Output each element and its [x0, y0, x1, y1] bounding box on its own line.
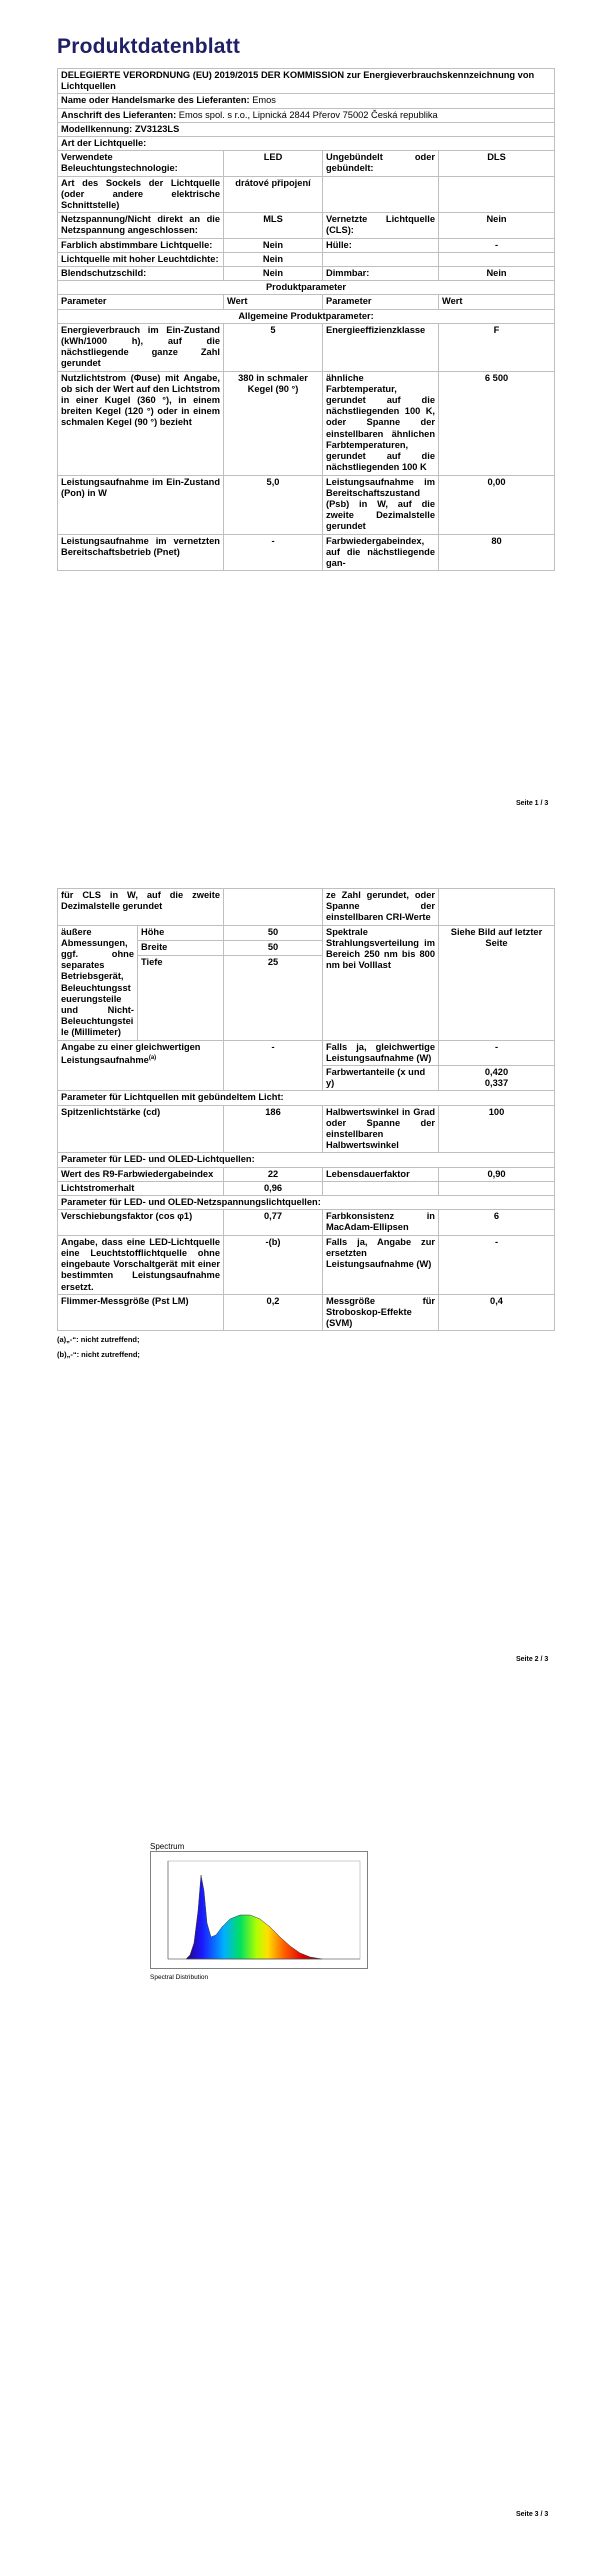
param-label [323, 252, 439, 266]
param-value [439, 1066, 555, 1091]
param-value [439, 889, 555, 926]
param-value: DLS [439, 151, 555, 176]
page-title: Produktdatenblatt [57, 35, 241, 58]
param-value: - [224, 1040, 323, 1091]
param-label: Halbwertswinkel in Grad oder Spanne der einstellbaren Halbwertswinkel [323, 1105, 439, 1153]
param-value: 100 [439, 1105, 555, 1153]
regulation-text: DELEGIERTE VERORDNUNG (EU) 2019/2015 DER KOMMISSION zur Energieverbrauchskennzeichnung von Lichtquellen [58, 69, 555, 94]
footnote-ref: (a) [148, 1054, 157, 1061]
param-value: 0,4 [439, 1294, 555, 1331]
param-label: Lichtstromerhalt [58, 1181, 224, 1195]
col-header-value: Wert [439, 295, 555, 309]
param-value: 80 [439, 534, 555, 571]
param-label: Netzspannung/Nicht direkt an die Netzspannung angeschlossen: [58, 213, 224, 238]
param-value: - [224, 534, 323, 571]
equiv-label: Angabe zu einer gleichwertigen Leistungsaufnahme [61, 1041, 201, 1065]
param-value [439, 176, 555, 213]
dimension-value: 25 [224, 955, 323, 1040]
param-label [58, 1040, 224, 1091]
param-label: Nutzlichtstrom (Φuse) mit Angabe, ob sich der Wert auf den Lichtstrom in einer Kugel (360 °), in einem breiten Kegel (120 °) oder in einem schmalen Kegel (90 °) bezieht [58, 371, 224, 475]
param-value: Siehe Bild auf letzter Seite [439, 925, 555, 1040]
param-value: F [439, 323, 555, 371]
param-value [224, 889, 323, 926]
chroma-y: 0,337 [484, 1078, 509, 1089]
param-value: MLS [224, 213, 323, 238]
param-value: -(b) [224, 1235, 323, 1294]
dimension-name: Höhe [138, 925, 224, 940]
param-label: Spitzenlichtstärke (cd) [58, 1105, 224, 1153]
param-value: 380 in schmaler Kegel (90 °) [224, 371, 323, 475]
param-label: Hülle: [323, 238, 439, 252]
param-label: Farblich abstimmbare Lichtquelle: [58, 238, 224, 252]
supplier-address-label: Anschrift des Lieferanten: [61, 109, 177, 120]
dimension-value: 50 [224, 940, 323, 955]
param-value: - [439, 1040, 555, 1065]
param-value: - [439, 238, 555, 252]
param-label: Wert des R9-Farbwiedergabeindex [58, 1167, 224, 1181]
supplier-address-row [58, 108, 555, 122]
param-label: Energieverbrauch im Ein-Zustand (kWh/1000 h), auf die nächstliegende ganze Zahl gerundet [58, 323, 224, 371]
param-label: Farbwiedergabeindex, auf die nächstliegende gan- [323, 534, 439, 571]
param-label: Vernetzte Lichtquelle (CLS): [323, 213, 439, 238]
spectrum-figure [150, 1842, 368, 1981]
model-value: ZV3123LS [134, 123, 180, 134]
param-value: LED [224, 151, 323, 176]
supplier-name-row [58, 94, 555, 108]
page-footer: Seite 2 / 3 [516, 1656, 549, 1663]
directional-heading: Parameter für Lichtquellen mit gebündeltem Licht: [58, 1091, 555, 1105]
spectrum-title: Spectrum [150, 1842, 185, 1851]
spectrum-chart [150, 1851, 368, 1969]
param-label: für CLS in W, auf die zweite Dezimalstelle gerundet [58, 889, 224, 926]
param-value: Nein [439, 267, 555, 281]
param-label: Verschiebungsfaktor (cos φ1) [58, 1210, 224, 1235]
param-value: 0,2 [224, 1294, 323, 1331]
param-value: Nein [224, 267, 323, 281]
param-value: Nein [439, 213, 555, 238]
param-value: 6 [439, 1210, 555, 1235]
footnote-a: (a)„-“: nicht zutreffend; [57, 1335, 140, 1345]
param-value [439, 1181, 555, 1195]
param-label: Angabe, dass eine LED-Lichtquelle eine Leuchtstofflichtquelle ohne eingebaute Vorschaltgerät mit einer bestimmten Leistungsaufnahme ersetzt. [58, 1235, 224, 1294]
dimension-name: Tiefe [138, 955, 224, 1040]
param-label [323, 176, 439, 213]
chroma-x: 0,420 [484, 1067, 509, 1078]
param-value: Nein [224, 238, 323, 252]
param-value: 0,00 [439, 475, 555, 534]
param-label: Farbkonsistenz in MacAdam-Ellipsen [323, 1210, 439, 1235]
param-label: Lebensdauerfaktor [323, 1167, 439, 1181]
param-label: ze Zahl gerundet, oder Spanne der einstellbaren CRI-Werte [323, 889, 439, 926]
param-value: 6 500 [439, 371, 555, 475]
param-value: Nein [224, 252, 323, 266]
param-label: Leistungsaufnahme im Ein-Zustand (Pon) in W [58, 475, 224, 534]
param-value: 0,96 [224, 1181, 323, 1195]
param-label: ähnliche Farbtemperatur, gerundet auf die nächstliegenden 100 K, oder Spanne der einstellbaren ähnlichen Farbtemperaturen, gerundet auf die nächstliegenden 100 K [323, 371, 439, 475]
param-value: 0,77 [224, 1210, 323, 1235]
col-header-parameter: Parameter [58, 295, 224, 309]
spectrum-caption: Spectral Distribution [150, 1974, 209, 1981]
param-label: Dimmbar: [323, 267, 439, 281]
param-label: Falls ja, gleichwertige Leistungsaufnahme (W) [323, 1040, 439, 1065]
light-source-type-heading: Art der Lichtquelle: [58, 137, 555, 151]
param-label: Leistungsaufnahme im Bereitschaftszustand (Psb) in W, auf die zweite Dezimalstelle gerundet [323, 475, 439, 534]
param-value: 5,0 [224, 475, 323, 534]
param-value: 22 [224, 1167, 323, 1181]
led-heading: Parameter für LED- und OLED-Lichtquellen: [58, 1153, 555, 1167]
product-sheet-page-2 [57, 888, 554, 1359]
model-label: Modellkennung: [61, 123, 133, 134]
product-params-heading: Produktparameter [58, 281, 555, 295]
supplier-address-value: Emos spol. s r.o., Lipnická 2844 Přerov 75002 Česká republika [178, 109, 438, 120]
param-value: 5 [224, 323, 323, 371]
dimension-name: Breite [138, 940, 224, 955]
param-value: - [439, 1235, 555, 1294]
param-label: Verwendete Beleuchtungstechnologie: [58, 151, 224, 176]
param-label: Falls ja, Angabe zur ersetzten Leistungsaufnahme (W) [323, 1235, 439, 1294]
param-label: Spektrale Strahlungsverteilung im Bereich 250 nm bis 800 nm bei Volllast [323, 925, 439, 1040]
page-footer: Seite 1 / 3 [516, 800, 549, 807]
product-sheet-page-1 [57, 68, 554, 571]
param-value [439, 252, 555, 266]
page-footer: Seite 3 / 3 [516, 2511, 549, 2518]
param-value: 0,90 [439, 1167, 555, 1181]
param-label: Flimmer-Messgröße (Pst LM) [58, 1294, 224, 1331]
param-value: drátové připojení [224, 176, 323, 213]
param-label: Blendschutzschild: [58, 267, 224, 281]
param-label: Lichtquelle mit hoher Leuchtdichte: [58, 252, 224, 266]
col-header-parameter: Parameter [323, 295, 439, 309]
supplier-name-value: Emos [252, 95, 276, 106]
supplier-name-label: Name oder Handelsmarke des Lieferanten: [61, 95, 250, 106]
param-label: Art des Sockels der Lichtquelle (oder andere elektrische Schnittstelle) [58, 176, 224, 213]
param-label [323, 1181, 439, 1195]
col-header-value: Wert [224, 295, 323, 309]
param-label: Ungebündelt oder gebündelt: [323, 151, 439, 176]
param-label: Farbwertanteile (x und y) [323, 1066, 439, 1091]
param-label: Leistungsaufnahme im vernetzten Bereitschaftsbetrieb (Pnet) [58, 534, 224, 571]
dimensions-label: äußere Abmessungen, ggf. ohne separates Betriebsgerät, Beleuchtungssteuerungsteile und Nicht-Beleuchtungsteile (Millimeter) [58, 925, 138, 1040]
footnote-b: (b)„-“: nicht zutreffend; [57, 1350, 140, 1360]
param-label: Messgröße für Stroboskop-Effekte (SVM) [323, 1294, 439, 1331]
param-label: Energieeffizienzklasse [323, 323, 439, 371]
mains-heading: Parameter für LED- und OLED-Netzspannungslichtquellen: [58, 1196, 555, 1210]
dimension-value: 50 [224, 925, 323, 940]
general-params-heading: Allgemeine Produktparameter: [58, 309, 555, 323]
param-value: 186 [224, 1105, 323, 1153]
model-row [58, 122, 555, 136]
